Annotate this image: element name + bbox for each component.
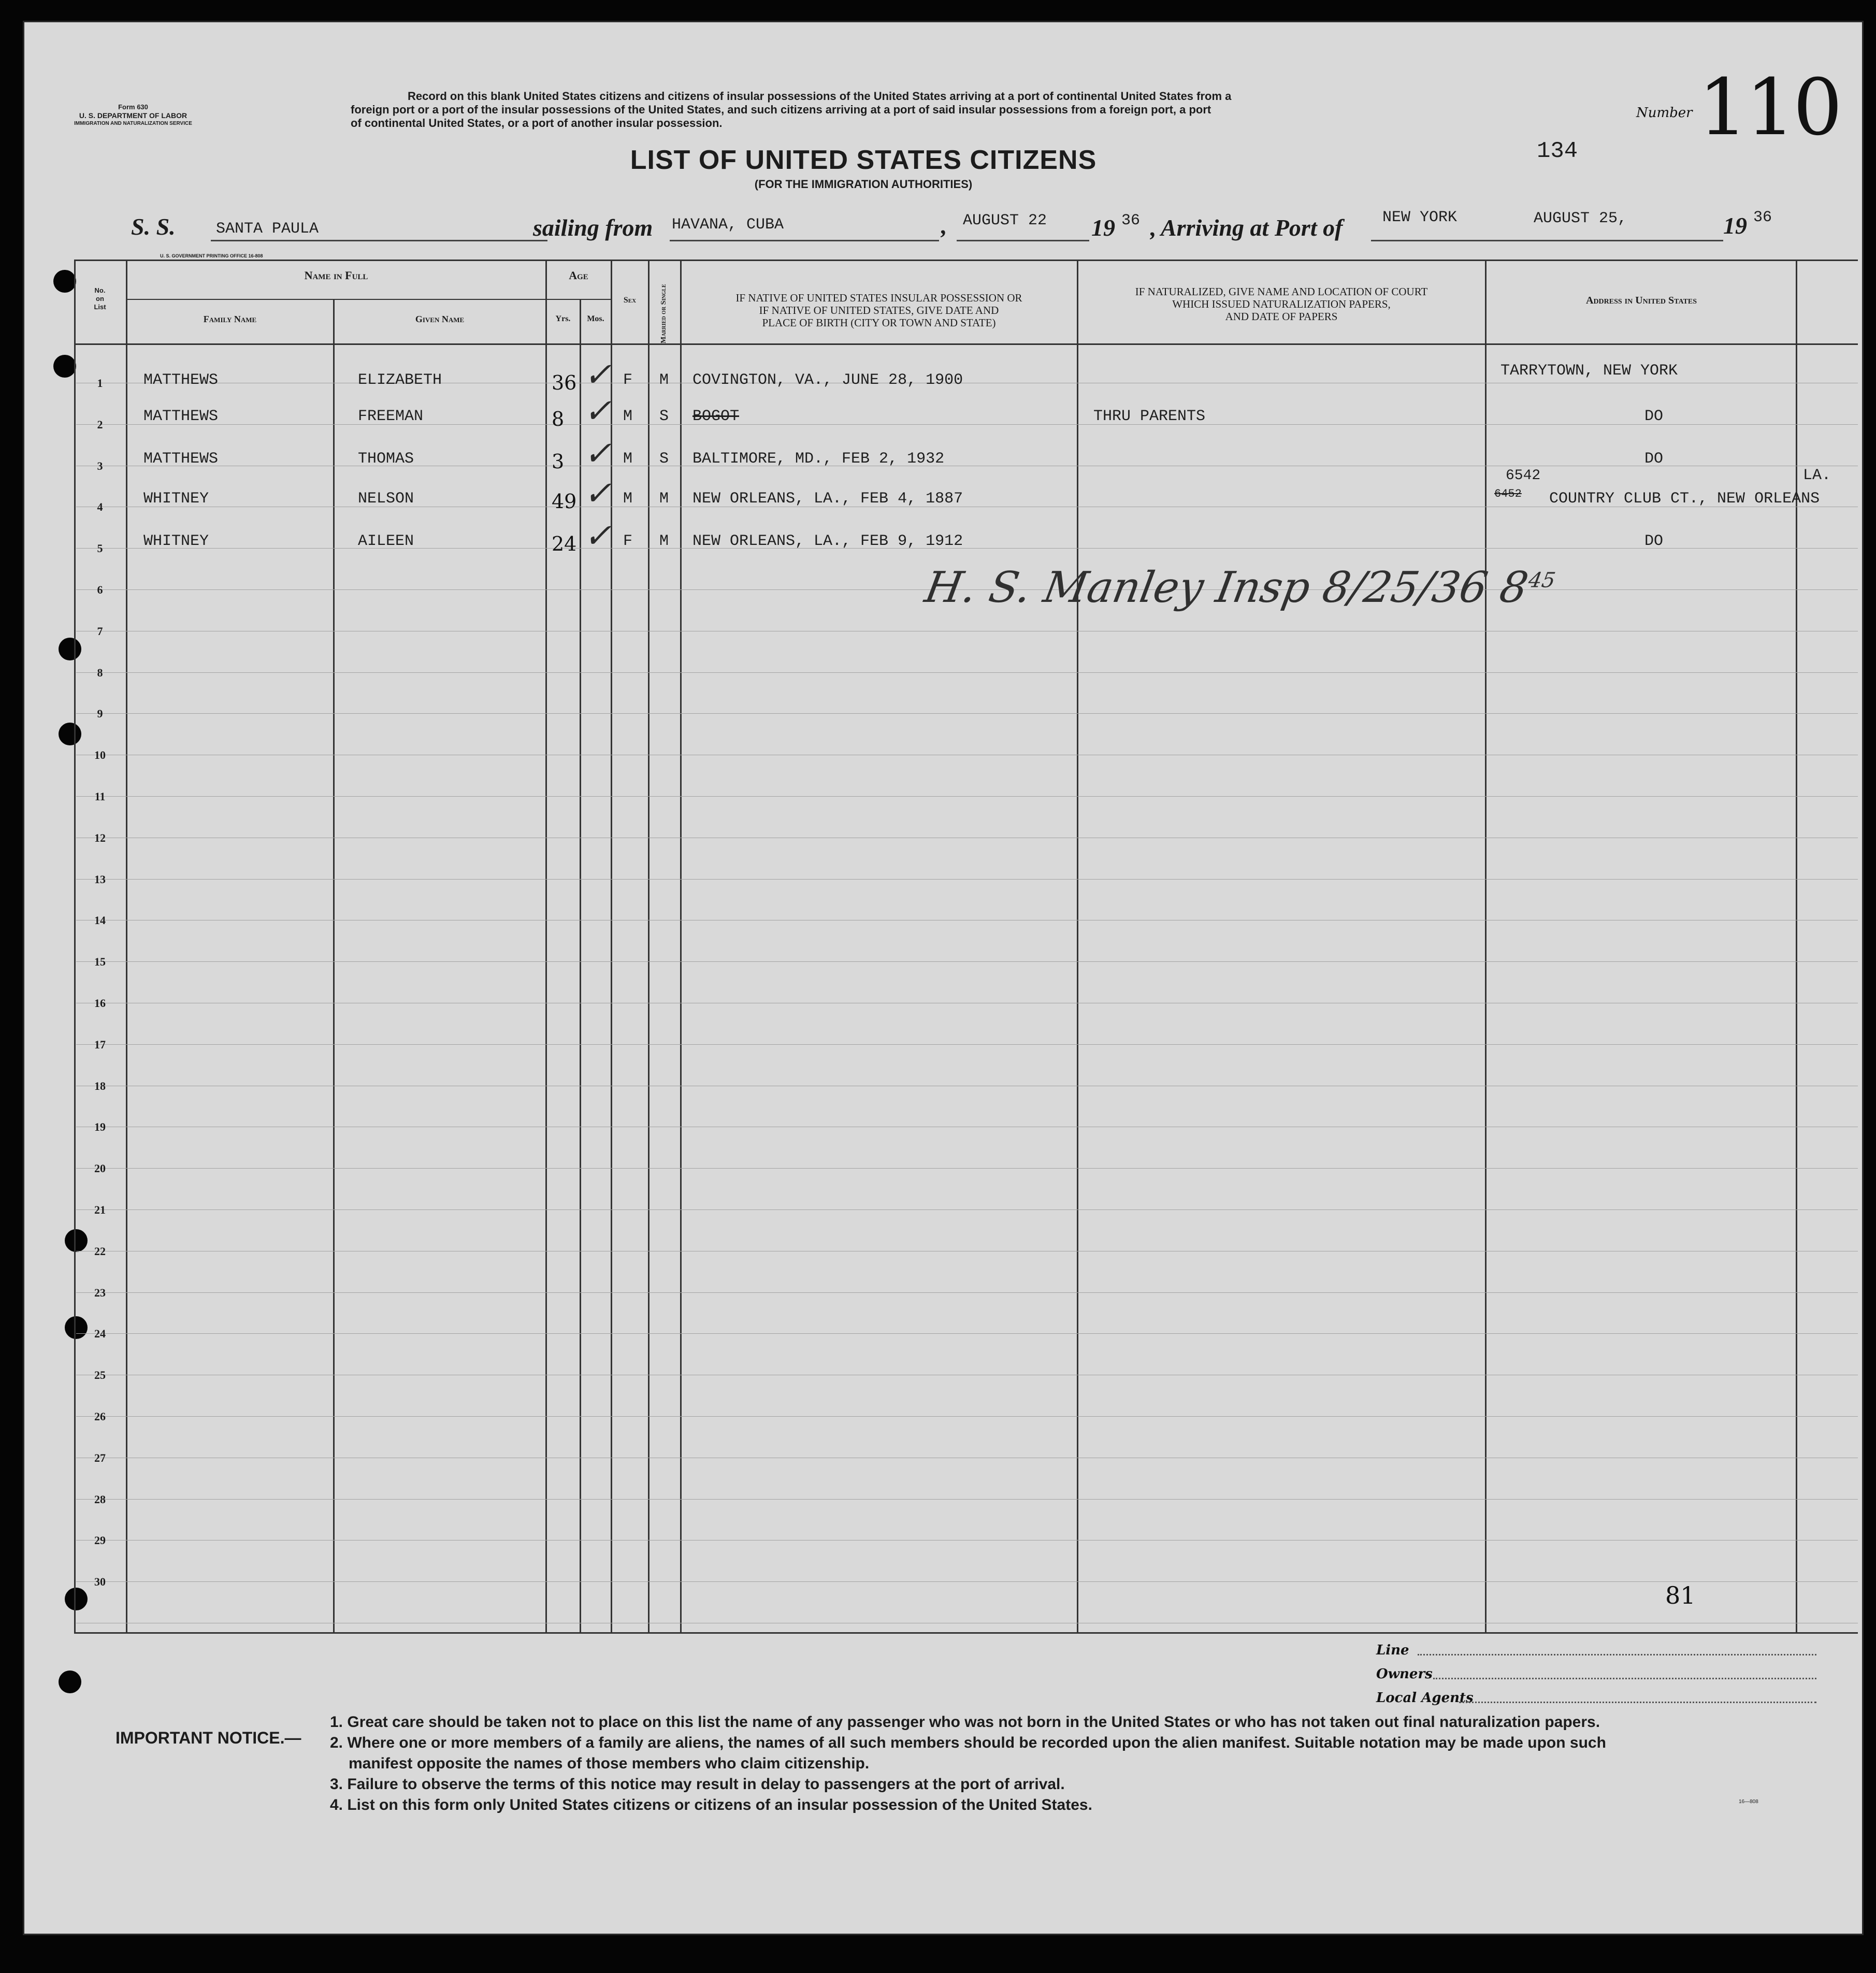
marital-status-cell: S	[659, 450, 669, 468]
row-number: 2	[97, 417, 103, 431]
ruled-line	[76, 1292, 1858, 1293]
form-instructions: Record on this blank United States citizens and citizens of insular possessions of the United States arriving at a port of continental United States from a foreign port or a port of the insular possessions of the United States, and such citizens arriving at a port of said insular possessions from a foreign port, a port of continental United States, or a port of another insular possession.	[351, 90, 1232, 129]
address-struck-number: 6452	[1494, 487, 1522, 500]
notice-item: 3. Failure to observe the terms of this notice may result in delay to passengers at the port of arrival.	[330, 1776, 1065, 1793]
address-cell: TARRYTOWN, NEW YORK	[1500, 362, 1678, 380]
table-bottom-rule	[74, 1632, 1858, 1634]
given-name-cell: FREEMAN	[358, 407, 424, 425]
row-number: 12	[94, 831, 106, 844]
punch-hole	[65, 1588, 88, 1610]
row-number: 19	[94, 1120, 106, 1134]
age-years-cell: 49	[552, 490, 577, 513]
page-tally: 81	[1665, 1581, 1696, 1609]
ruled-line	[76, 1581, 1858, 1582]
form-id: Form 630 U. S. DEPARTMENT OF LABOR IMMIGRATION AND NATURALIZATION SERVICE	[74, 103, 192, 126]
sailing-from-label: sailing from	[533, 214, 653, 241]
year-prefix: 19	[1723, 212, 1747, 239]
birthplace-cell: BOGOT	[692, 407, 740, 425]
marital-status-cell: M	[659, 371, 669, 389]
row-number: 27	[94, 1451, 106, 1464]
age-years-cell: 36	[552, 371, 577, 394]
check-mark-icon: ✓	[584, 474, 612, 513]
given-name-cell: ELIZABETH	[358, 371, 442, 389]
row-number: 23	[94, 1286, 106, 1299]
check-mark-icon: ✓	[584, 517, 612, 556]
depart-date: AUGUST 22	[963, 212, 1047, 229]
family-name-cell: MATTHEWS	[143, 407, 219, 425]
naturalization-cell: THRU PARENTS	[1093, 407, 1206, 425]
row-number: 7	[97, 624, 103, 638]
row-number: 1	[97, 377, 103, 390]
arrival-line	[1371, 240, 1723, 241]
punch-hole	[59, 638, 81, 660]
birthplace-cell: NEW ORLEANS, LA., FEB 4, 1887	[692, 490, 963, 508]
ruled-line	[76, 713, 1858, 714]
row-number: 9	[97, 707, 103, 721]
col-header-naturalized: IF NATURALIZED, GIVE NAME AND LOCATION OF COURT WHICH ISSUED NATURALIZATION PAPERS, AND DATE OF PAPERS	[1135, 285, 1428, 323]
ruled-line	[76, 1209, 1858, 1210]
row-number: 17	[94, 1038, 106, 1051]
marital-status-cell: M	[659, 532, 669, 551]
col-rule	[580, 299, 581, 1632]
col-header-given: Given Name	[415, 314, 465, 324]
line-field	[1418, 1654, 1816, 1655]
depart-date-line	[957, 240, 1089, 241]
address-house-number: 6542	[1506, 468, 1541, 484]
col-header-no: No. on List	[94, 286, 106, 311]
col-header-mos: Mos.	[587, 314, 604, 323]
punch-hole	[59, 723, 81, 745]
notice-list	[330, 1712, 1606, 1816]
ruled-line	[76, 961, 1858, 962]
notice-item: 4. List on this form only United States citizens or citizens of an insular possession of the United States.	[330, 1796, 1092, 1813]
col-header-sex: Sex	[623, 296, 637, 305]
notice-item: manifest opposite the names of those members who claim citizenship.	[349, 1755, 870, 1772]
col-header-age: Age	[569, 269, 588, 282]
ship-line	[211, 240, 547, 241]
check-mark-icon: ✓	[584, 434, 612, 473]
row-number: 11	[94, 790, 106, 803]
printing-office: U. S. GOVERNMENT PRINTING OFFICE 16-808	[160, 253, 263, 258]
row-number: 24	[94, 1327, 106, 1341]
number-label: Number	[1636, 105, 1693, 121]
notice-item: 1. Great care should be taken not to place on this list the name of any passenger who was not born in the United States or who has not taken out final naturalization papers.	[330, 1713, 1600, 1731]
arrival-port: NEW YORK	[1382, 209, 1457, 226]
col-header-married: Married or Single	[660, 284, 668, 343]
address-cell: DO	[1644, 450, 1664, 468]
row-number: 8	[97, 666, 103, 679]
ruled-line	[76, 672, 1858, 673]
sex-cell: M	[623, 450, 633, 468]
row-number: 15	[94, 955, 106, 969]
ruled-line	[76, 1168, 1858, 1169]
ruled-line	[76, 1416, 1858, 1417]
sex-cell: M	[623, 407, 633, 425]
row-number: 4	[97, 500, 103, 514]
col-header-name: Name in Full	[304, 269, 368, 282]
col-header-yrs: Yrs.	[555, 314, 571, 323]
from-port: HAVANA, CUBA	[672, 216, 784, 234]
sex-cell: F	[623, 371, 633, 389]
manifest-sheet	[23, 21, 1864, 1935]
agents-label: Local Agents	[1376, 1690, 1474, 1706]
col-rule	[333, 299, 335, 1632]
notice-heading: IMPORTANT NOTICE.—	[116, 1729, 301, 1747]
address-state: LA.	[1803, 467, 1831, 484]
row-number: 10	[94, 748, 106, 762]
ruled-line	[76, 879, 1858, 880]
comma: ,	[1150, 214, 1157, 241]
family-name-cell: MATTHEWS	[143, 371, 219, 389]
row-number: 3	[97, 459, 103, 472]
sex-cell: F	[623, 532, 633, 551]
marital-status-cell: S	[659, 407, 669, 425]
given-name-cell: THOMAS	[358, 450, 414, 468]
age-years-cell: 24	[552, 532, 577, 556]
birthplace-cell: COVINGTON, VA., JUNE 28, 1900	[692, 371, 963, 389]
agents-field	[1459, 1702, 1816, 1703]
arrival-year: 36	[1753, 209, 1772, 226]
col-header-birth: IF NATIVE OF UNITED STATES INSULAR POSSESSION OR IF NATIVE OF UNITED STATES, GIVE DATE AND PLACE OF BIRTH (CITY OR TOWN AND STATE)	[735, 292, 1022, 329]
marital-status-cell: M	[659, 490, 669, 508]
birthplace-cell: BALTIMORE, MD., FEB 2, 1932	[692, 450, 945, 468]
check-mark-icon: ✓	[584, 356, 612, 394]
form-title: LIST OF UNITED STATES CITIZENS	[630, 145, 1097, 175]
table-header-rule	[74, 343, 1858, 345]
row-number: 26	[94, 1410, 106, 1423]
given-name-cell: NELSON	[358, 490, 414, 508]
birthplace-cell: NEW ORLEANS, LA., FEB 9, 1912	[692, 532, 963, 551]
ruled-line	[76, 1333, 1858, 1334]
ship-name: SANTA PAULA	[216, 220, 319, 238]
table-top-rule	[74, 260, 1858, 261]
row-number: 29	[94, 1534, 106, 1547]
arrival-date: AUGUST 25,	[1534, 210, 1627, 227]
ruled-line	[76, 424, 1858, 425]
row-number: 22	[94, 1244, 106, 1258]
punch-hole	[59, 1670, 81, 1693]
address-cell: DO	[1644, 532, 1664, 551]
inspector-signature: H. S. Manley Insp 8/25/36 $8^{45}$	[921, 563, 1557, 612]
form-code: 16—808	[1739, 1799, 1758, 1805]
form-subtitle: (FOR THE IMMIGRATION AUTHORITIES)	[754, 178, 973, 191]
row-number: 16	[94, 997, 106, 1010]
row-number: 6	[97, 583, 103, 596]
row-number: 30	[94, 1575, 106, 1589]
comma: ,	[941, 212, 947, 239]
row-number: 5	[97, 542, 103, 555]
col-rule	[74, 260, 76, 1632]
address-cell: COUNTRY CLUB CT., NEW ORLEANS	[1549, 490, 1820, 508]
ruled-line	[76, 796, 1858, 797]
sex-cell: M	[623, 490, 633, 508]
punch-hole	[53, 270, 76, 293]
row-number: 14	[94, 914, 106, 927]
row-number: 18	[94, 1079, 106, 1092]
manifest-number: 110	[1698, 63, 1841, 153]
notice-item: 2. Where one or more members of a family are aliens, the names of all such members should be recorded upon the alien manifest. Suitable notation may be made upon such	[330, 1734, 1606, 1751]
age-years-cell: 8	[552, 407, 565, 430]
age-years-cell: 3	[552, 450, 565, 473]
row-number: 13	[94, 872, 106, 886]
row-number: 28	[94, 1492, 106, 1506]
arriving-label: Arriving at Port of	[1161, 214, 1343, 241]
check-mark-icon: ✓	[584, 392, 612, 430]
ruled-line	[76, 1499, 1858, 1500]
row-number: 20	[94, 1162, 106, 1175]
col-header-address: Address in United States	[1586, 295, 1697, 306]
family-name-cell: WHITNEY	[143, 490, 209, 508]
ruled-line	[76, 1044, 1858, 1045]
row-number: 21	[94, 1203, 106, 1216]
from-line	[670, 240, 939, 241]
owners-label: Owners	[1376, 1666, 1433, 1682]
owners-field	[1433, 1678, 1816, 1679]
ss-label: S. S.	[131, 213, 176, 240]
ruled-line	[76, 548, 1858, 549]
line-label: Line	[1376, 1643, 1409, 1658]
depart-year: 36	[1121, 212, 1141, 229]
address-cell: DO	[1644, 407, 1664, 425]
col-header-family: Family Name	[203, 314, 257, 324]
family-name-cell: WHITNEY	[143, 532, 209, 551]
stamp-number: 134	[1537, 138, 1578, 164]
given-name-cell: AILEEN	[358, 532, 414, 551]
punch-hole	[53, 355, 76, 378]
row-number: 25	[94, 1369, 106, 1382]
year-prefix: 19	[1091, 214, 1115, 241]
name-age-rule	[126, 299, 611, 300]
family-name-cell: MATTHEWS	[143, 450, 219, 468]
